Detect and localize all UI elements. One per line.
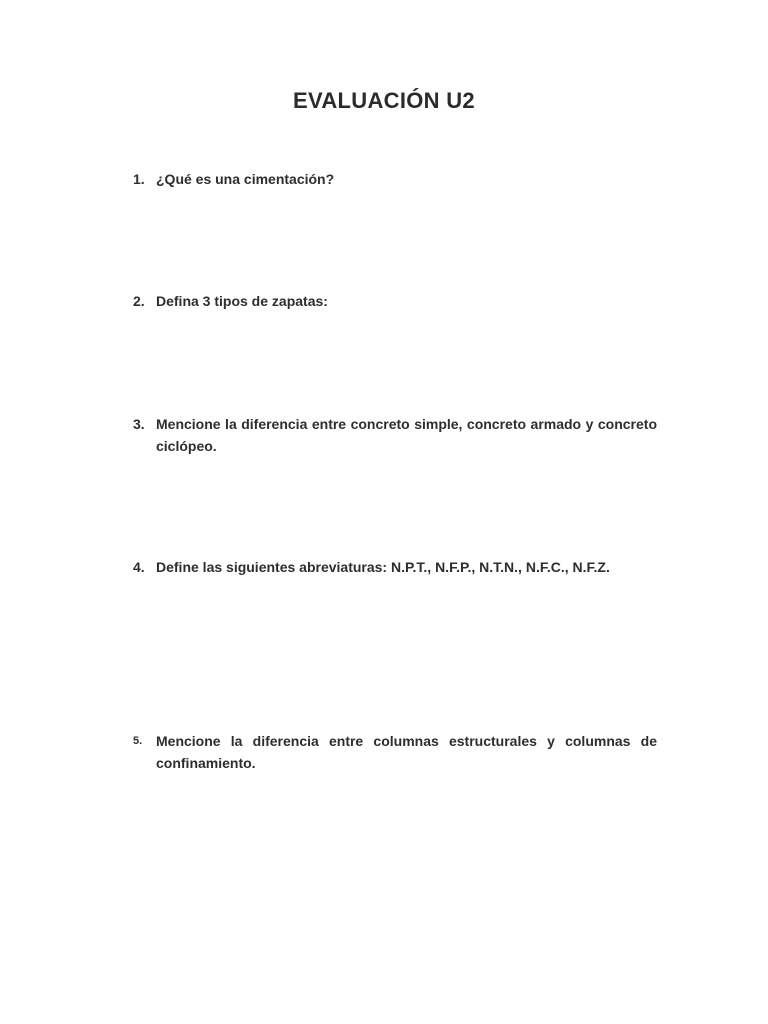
question-1 (133, 168, 657, 190)
question-number: 3. (133, 416, 145, 432)
question-2 (133, 290, 657, 312)
question-text: Define las siguientes abreviaturas: N.P.T., N.F.P., N.T.N., N.F.C., N.F.Z. (156, 559, 610, 575)
question-text: Mencione la diferencia entre concreto simple, concreto armado y concreto ciclópeo. (156, 416, 657, 454)
question-4 (133, 556, 657, 578)
question-number: 4. (133, 559, 145, 575)
question-5 (133, 730, 657, 774)
question-number: 5. (133, 735, 143, 747)
page-title: EVALUACIÓN U2 (293, 88, 475, 113)
question-text: Mencione la diferencia entre columnas estructurales y columnas de confinamiento. (156, 733, 657, 771)
question-3 (133, 413, 657, 457)
question-number: 1. (133, 171, 145, 187)
question-text: ¿Qué es una cimentación? (156, 171, 335, 187)
question-number: 2. (133, 293, 145, 309)
question-text: Defina 3 tipos de zapatas: (156, 293, 328, 309)
